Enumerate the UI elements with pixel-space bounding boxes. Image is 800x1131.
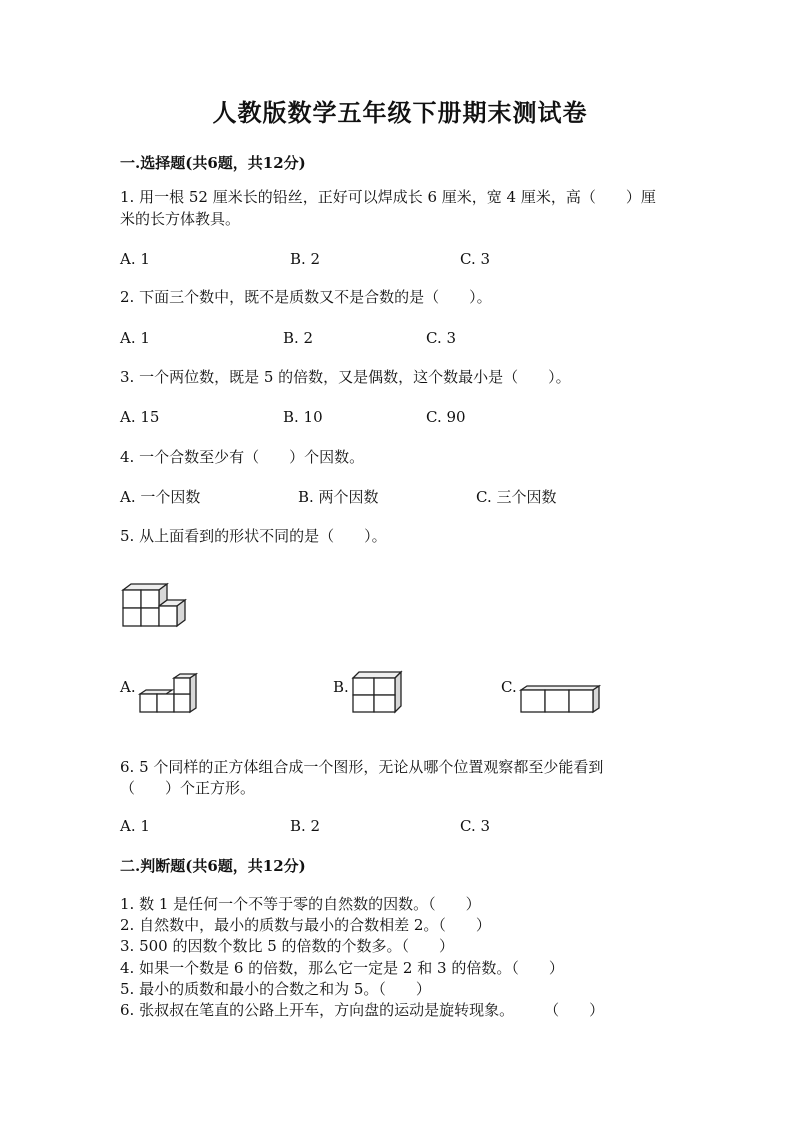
question-2-option-a: A. 1: [120, 329, 150, 347]
question-5-option-b: B.: [333, 678, 349, 696]
question-1-option-c: C. 3: [460, 250, 491, 268]
question-4-option-c: C. 三个因数: [476, 488, 557, 506]
section-heading-judgement: 二.判断题(共6题，共12分): [120, 857, 306, 875]
question-3-option-c: C. 90: [426, 408, 466, 426]
question-6-line-1: 6. 5 个同样的正方体组合成一个图形，无论从哪个位置观察都至少能看到: [120, 758, 604, 776]
judgement-item-1: 1. 数 1 是任何一个不等于零的自然数的因数。（ ）: [120, 895, 481, 913]
question-3-option-b: B. 10: [283, 408, 323, 426]
question-5-reference-figure: [121, 582, 191, 628]
judgement-item-4: 4. 如果一个数是 6 的倍数，那么它一定是 2 和 3 的倍数。（ ）: [120, 959, 564, 977]
question-5-option-c-figure: [519, 684, 601, 714]
page-title: 人教版数学五年级下册期末测试卷: [212, 98, 588, 127]
judgement-item-5: 5. 最小的质数和最小的合数之和为 5。（ ）: [120, 980, 431, 998]
judgement-item-3: 3. 500 的因数个数比 5 的倍数的个数多。（ ）: [120, 937, 455, 955]
question-4-option-b: B. 两个因数: [298, 488, 379, 506]
judgement-item-6: 6. 张叔叔在笔直的公路上开车，方向盘的运动是旋转现象。 （ ）: [120, 1001, 605, 1019]
question-5-option-c: C.: [501, 678, 517, 696]
judgement-item-2: 2. 自然数中，最小的质数与最小的合数相差 2。（ ）: [120, 916, 491, 934]
question-6-option-b: B. 2: [290, 817, 321, 835]
question-6-option-a: A. 1: [120, 817, 150, 835]
question-6-line-2: （ ）个正方形。: [120, 779, 256, 797]
question-5-option-a: A.: [120, 678, 136, 696]
question-5-option-a-figure: [138, 672, 198, 714]
question-4-line-1: 4. 一个合数至少有（ ）个因数。: [120, 448, 365, 466]
question-5-option-b-figure: [351, 670, 403, 714]
question-1-option-b: B. 2: [290, 250, 321, 268]
question-2-option-b: B. 2: [283, 329, 314, 347]
question-1-option-a: A. 1: [120, 250, 150, 268]
question-3-line-1: 3. 一个两位数，既是 5 的倍数，又是偶数，这个数最小是（ ）。: [120, 368, 571, 386]
question-3-option-a: A. 15: [120, 408, 160, 426]
question-2-option-c: C. 3: [426, 329, 457, 347]
section-heading-choice: 一.选择题(共6题，共12分): [120, 154, 306, 172]
question-4-option-a: A. 一个因数: [120, 488, 201, 506]
question-5-line-1: 5. 从上面看到的形状不同的是（ ）。: [120, 527, 387, 545]
question-1-line-2: 米的长方体教具。: [120, 210, 241, 228]
question-2-line-1: 2. 下面三个数中，既不是质数又不是合数的是（ ）。: [120, 288, 492, 306]
question-6-option-c: C. 3: [460, 817, 491, 835]
question-1-line-1: 1. 用一根 52 厘米长的铅丝，正好可以焊成长 6 厘米，宽 4 厘米，高（ ）厘: [120, 188, 656, 206]
